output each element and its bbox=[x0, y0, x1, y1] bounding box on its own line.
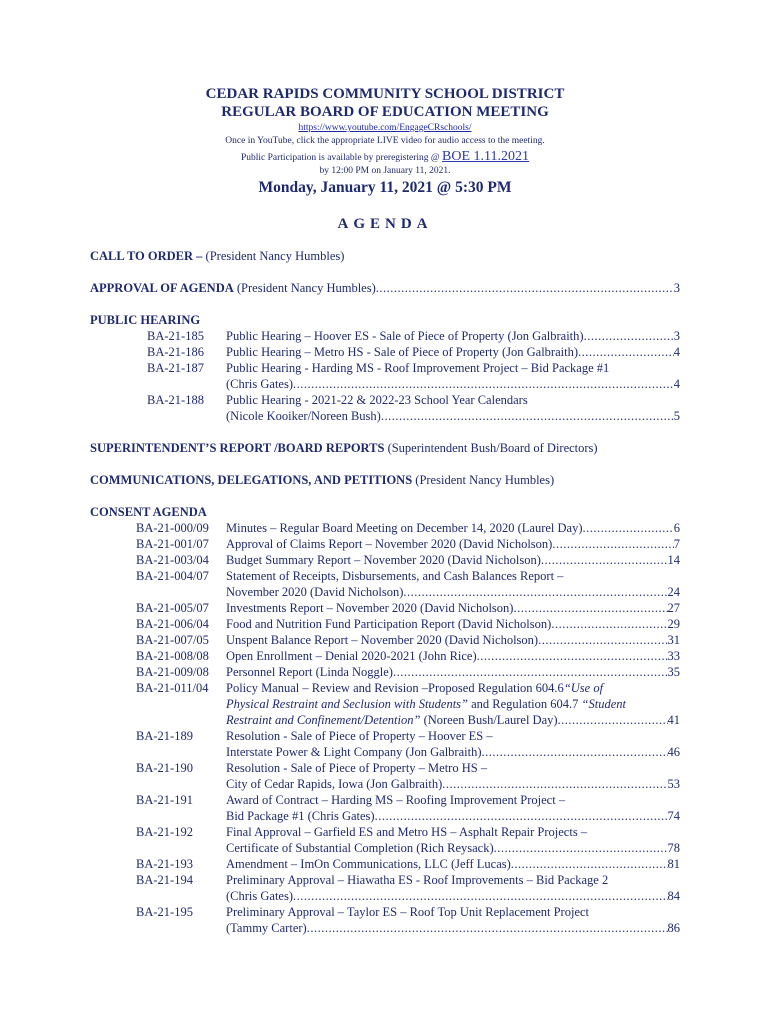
page-number: 14 bbox=[667, 553, 680, 567]
item-code: BA-21-007/05 bbox=[136, 633, 209, 647]
item-code: BA-21-004/07 bbox=[136, 569, 209, 583]
item-title-italic: “Use of bbox=[563, 681, 604, 695]
item-title: Preliminary Approval – Hiawatha ES - Roof Improvements – Bid Package 2 bbox=[226, 873, 609, 887]
item-title: Unspent Balance Report – November 2020 (David Nicholson) bbox=[226, 633, 539, 647]
item-title: Amendment – ImOn Communications, LLC (Jeff Lucas) bbox=[226, 857, 511, 871]
page-number: 3 bbox=[673, 281, 680, 295]
superintendent-title: SUPERINTENDENT’S REPORT /BOARD REPORTS bbox=[90, 441, 385, 455]
item-title: Budget Summary Report – November 2020 (David Nicholson) bbox=[226, 553, 541, 567]
item-code: BA-21-195 bbox=[136, 905, 193, 919]
page-number: 6 bbox=[673, 521, 680, 535]
item-code: BA-21-011/04 bbox=[136, 681, 209, 695]
approval-presenter: (President Nancy Humbles) bbox=[236, 281, 376, 295]
item-code: BA-21-192 bbox=[136, 825, 193, 839]
item-title: Public Hearing – Metro HS - Sale of Piece of Property (Jon Galbraith) bbox=[226, 345, 579, 359]
item-title-cont: Bid Package #1 (Chris Gates) bbox=[226, 809, 375, 823]
meeting-date: Monday, January 11, 2021 @ 5:30 PM bbox=[258, 179, 512, 196]
item-presenter: (Tammy Carter) bbox=[226, 921, 307, 935]
item-code: BA-21-006/04 bbox=[136, 617, 209, 631]
item-title: Personnel Report (Linda Noggle) bbox=[226, 665, 393, 679]
district-name: CEDAR RAPIDS COMMUNITY SCHOOL DISTRICT bbox=[205, 86, 565, 102]
item-title-part: and Regulation 604.7 bbox=[468, 697, 582, 711]
item-code: BA-21-005/07 bbox=[136, 601, 209, 615]
item-title: Open Enrollment – Denial 2020-2021 (John Rice) bbox=[226, 649, 477, 663]
page-number: 24 bbox=[667, 585, 680, 599]
item-title: Minutes – Regular Board Meeting on December 14, 2020 (Laurel Day) bbox=[226, 521, 583, 535]
page-number: 35 bbox=[667, 665, 680, 679]
deadline-note: by 12:00 PM on January 11, 2021. bbox=[319, 166, 451, 176]
page-number: 31 bbox=[667, 633, 680, 647]
item-code: BA-21-191 bbox=[136, 793, 193, 807]
page-number: 29 bbox=[667, 617, 680, 631]
item-title-cont: Certificate of Substantial Completion (Rich Reysack) bbox=[226, 841, 494, 855]
call-to-order bbox=[90, 248, 344, 264]
item-title-italic: Physical Restraint and Seclusion with Students” bbox=[226, 697, 468, 711]
item-title: Approval of Claims Report – November 2020 (David Nicholson) bbox=[226, 537, 553, 551]
item-code: BA-21-194 bbox=[136, 873, 193, 887]
page-number: 78 bbox=[667, 841, 680, 855]
item-title-italic: “Student bbox=[581, 697, 626, 711]
page-number: 81 bbox=[667, 857, 680, 871]
superintendent-report bbox=[90, 440, 598, 456]
item-title: Preliminary Approval – Taylor ES – Roof Top Unit Replacement Project bbox=[226, 905, 590, 919]
item-code: BA-21-008/08 bbox=[136, 649, 209, 663]
page-number: 74 bbox=[667, 809, 680, 823]
item-code: BA-21-003/04 bbox=[136, 553, 209, 567]
item-presenter: (Chris Gates) bbox=[226, 377, 293, 391]
page-number: 7 bbox=[673, 537, 680, 551]
page-number: 27 bbox=[667, 601, 680, 615]
agenda-heading: AGENDA bbox=[337, 216, 433, 232]
item-title: Public Hearing – Hoover ES - Sale of Piece of Property (Jon Galbraith) bbox=[226, 329, 584, 343]
page-number: 41 bbox=[667, 713, 680, 727]
item-title: Final Approval – Garfield ES and Metro HS – Asphalt Repair Projects – bbox=[226, 825, 588, 839]
item-title-italic: Restraint and Confinement/Detention” bbox=[226, 713, 421, 727]
item-code: BA-21-189 bbox=[136, 729, 193, 743]
public-hearing-title: PUBLIC HEARING bbox=[90, 313, 201, 327]
item-title: Resolution - Sale of Piece of Property – Hoover ES – bbox=[226, 729, 493, 743]
youtube-note: Once in YouTube, click the appropriate LIVE video for audio access to the meeting. bbox=[225, 136, 545, 146]
page-number: 53 bbox=[667, 777, 680, 791]
communications-title: COMMUNICATIONS, DELEGATIONS, AND PETITIONS bbox=[90, 473, 413, 487]
communications-presenter: (President Nancy Humbles) bbox=[415, 473, 555, 487]
item-title: Investments Report – November 2020 (David Nicholson) bbox=[226, 601, 514, 615]
item-code: BA-21-185 bbox=[147, 329, 204, 343]
item-presenter: (Nicole Kooiker/Noreen Bush) bbox=[226, 409, 381, 423]
item-code: BA-21-001/07 bbox=[136, 537, 209, 551]
item-code: BA-21-188 bbox=[147, 393, 204, 407]
call-to-order-title: CALL TO ORDER – bbox=[90, 249, 203, 263]
page-number: 5 bbox=[673, 409, 680, 423]
page-number: 84 bbox=[667, 889, 680, 903]
meeting-title: REGULAR BOARD OF EDUCATION MEETING bbox=[221, 104, 549, 120]
communications bbox=[90, 472, 554, 488]
approval-title: APPROVAL OF AGENDA bbox=[90, 281, 234, 295]
consent-agenda-title: CONSENT AGENDA bbox=[90, 505, 207, 519]
item-title: Statement of Receipts, Disbursements, and Cash Balances Report – bbox=[226, 569, 564, 583]
item-title: Food and Nutrition Fund Participation Report (David Nicholson) bbox=[226, 617, 552, 631]
page-number: 4 bbox=[673, 345, 680, 359]
page-number: 86 bbox=[667, 921, 680, 935]
item-title: Resolution - Sale of Piece of Property – Metro HS – bbox=[226, 761, 488, 775]
youtube-link[interactable]: https://www.youtube.com/EngageCRschools/ bbox=[298, 123, 472, 133]
item-title-part: Policy Manual – Review and Revision –Proposed Regulation 604.6 bbox=[226, 681, 564, 695]
item-title: Public Hearing - Harding MS - Roof Improvement Project – Bid Package #1 bbox=[226, 361, 610, 375]
item-title-cont: Interstate Power & Light Company (Jon Galbraith) bbox=[226, 745, 482, 759]
item-title bbox=[226, 680, 603, 696]
item-code: BA-21-190 bbox=[136, 761, 193, 775]
participation-text: Public Participation is available by preregistering @ bbox=[240, 153, 440, 163]
item-presenter: (Noreen Bush/Laurel Day) bbox=[420, 713, 558, 727]
item-code: BA-21-187 bbox=[147, 361, 204, 375]
item-title: Public Hearing - 2021-22 & 2022-23 School Year Calendars bbox=[226, 393, 528, 407]
call-to-order-presenter: (President Nancy Humbles) bbox=[205, 249, 345, 263]
item-presenter: (Chris Gates) bbox=[226, 889, 293, 903]
item-title-cont bbox=[226, 696, 626, 712]
item-code: BA-21-000/09 bbox=[136, 521, 209, 535]
item-title-cont: November 2020 (David Nicholson) bbox=[226, 585, 404, 599]
item-code: BA-21-009/08 bbox=[136, 665, 209, 679]
item-code: BA-21-193 bbox=[136, 857, 193, 871]
participation-note bbox=[0, 149, 770, 166]
item-title-cont: City of Cedar Rapids, Iowa (Jon Galbraith) bbox=[226, 777, 443, 791]
page-number: 33 bbox=[667, 649, 680, 663]
item-code: BA-21-186 bbox=[147, 345, 204, 359]
item-title: Award of Contract – Harding MS – Roofing Improvement Project – bbox=[226, 793, 566, 807]
page-number: 46 bbox=[667, 745, 680, 759]
superintendent-presenter: (Superintendent Bush/Board of Directors) bbox=[387, 441, 598, 455]
boe-link[interactable]: BOE 1.11.2021 bbox=[442, 149, 530, 164]
page-number: 3 bbox=[673, 329, 680, 343]
page-number: 4 bbox=[673, 377, 680, 391]
